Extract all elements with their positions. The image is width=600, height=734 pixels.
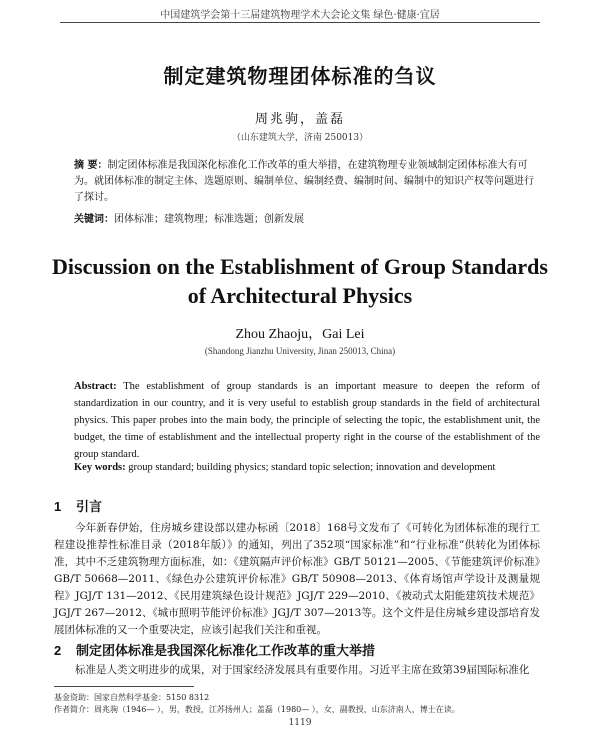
chinese-authors: 周兆驹，盖磊 (254, 112, 345, 127)
english-title (20, 252, 580, 310)
english-keywords (74, 462, 540, 473)
running-header: 中国建筑学会第十三届建筑物理学术大会论文集 绿色·健康·宜居 (160, 10, 440, 21)
chinese-abstract (74, 158, 540, 206)
section-1-heading (54, 496, 540, 515)
chinese-affiliation: （山东建筑大学，济南 250013） (231, 133, 369, 143)
english-keywords-text: group standard; building physics; standard topic selection; innovation and development (128, 462, 496, 473)
english-abstract (74, 378, 540, 463)
section-1-title: 引言 (76, 500, 103, 515)
section-1-paragraph: 今年新春伊始，住房城乡建设部以建办标函〔2018〕168号文发布了《可转化为团体标准的现行工程建设推荐性标准目录（2018年版）》的通知，列出了352项“国家标准”和“行业标准”供转化为团体标准，其中不乏建筑物理方面标准，如：《建筑隔声评价标准》GB/T 50121—2005、《节能建筑评价标准》GB/T 50668—2011、《绿色办公建筑评价标准》GB/T 50908—2013、《体育场馆声学设计及测量规程》JGJ/T 131—2012、《民用建筑绿色设计规范》JGJ/T 229—2010、《被动式太阳能建筑技术规范》JGJ/T 267—2012、《城市照明节能评价标准》JGJ/T 307—2013等。这个文件是住房城乡建设部培育发展团体标准的又一个重要决定，应该引起我们关注和重视。 (54, 522, 540, 636)
english-affiliation: (Shandong Jianzhu University, Jinan 250013, China) (204, 346, 396, 356)
chinese-title: 制定建筑物理团体标准的刍议 (163, 64, 437, 88)
section-2-heading (54, 640, 540, 659)
english-authors: Zhou Zhaoju，Gai Lei (235, 327, 365, 342)
page-number: 1119 (288, 718, 312, 728)
header-rule (60, 22, 540, 23)
english-keywords-label: Key words: (74, 462, 126, 473)
chinese-abstract-label: 摘 要： (74, 160, 108, 171)
footnote-rule (54, 686, 194, 687)
english-title-line2: of Architectural Physics (187, 283, 413, 308)
section-2-number: 2 (54, 643, 62, 658)
section-1-number: 1 (54, 499, 62, 514)
footnote-author-bio: 作者简介：周兆驹（1946— ），男，教授，江苏扬州人；盖磊（1980— ），女，副教授，山东济南人，博士在读。 (54, 705, 460, 714)
chinese-abstract-text: 制定团体标准是我国深化标准化工作改革的重大举措，在建筑物理专业领域制定团体标准大有可为。就团体标准的制定主体、选题原则、编制单位、编制经费、编制时间、编制中的知识产权等问题进行了探讨。 (74, 160, 534, 203)
chinese-keywords-label: 关键词： (74, 214, 114, 225)
english-abstract-text: The establishment of group standards is an important measure to deepen the reform of standardization in our country, and it is very useful to establish group standards in the field of architectural physics. This paper probes into the main body, the principle of selecting the topic, the establishment unit, the budget, the time of establishment and the intellectual property right in the course of the establishment of the group standard. (74, 381, 541, 460)
footnote-fund: 基金资助：国家自然科学基金：5150 8312 (54, 693, 210, 702)
section-2-paragraph: 标准是人类文明进步的成果，对于国家经济发展具有重要作用。习近平主席在致第39届国际标准化 (75, 664, 530, 676)
english-abstract-label: Abstract: (74, 381, 117, 392)
section-2-title: 制定团体标准是我国深化标准化工作改革的重大举措 (76, 644, 376, 659)
chinese-keywords-text: 团体标准；建筑物理；标准选题；创新发展 (114, 214, 304, 225)
chinese-keywords (74, 210, 540, 225)
english-title-line1: Discussion on the Establishment of Group Standards (52, 254, 548, 279)
